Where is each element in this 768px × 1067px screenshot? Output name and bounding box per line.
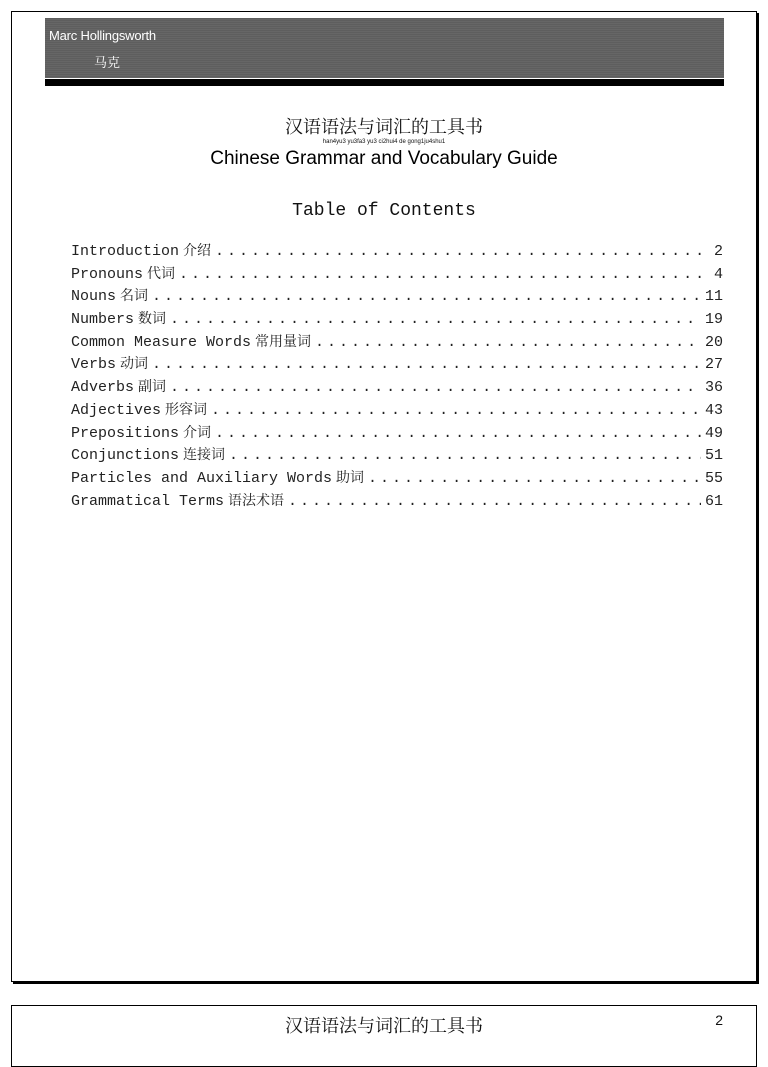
toc-entry-page: 55 — [704, 469, 723, 487]
toc-entry[interactable] — [71, 308, 723, 331]
document-title-english: Chinese Grammar and Vocabulary Guide — [210, 148, 558, 169]
toc-entry-page: 11 — [704, 288, 723, 306]
toc-entry-page: 61 — [704, 492, 723, 510]
toc-entry[interactable] — [71, 399, 723, 422]
toc-entry-page: 19 — [704, 311, 723, 329]
toc-entry-label: Nouns — [71, 288, 117, 306]
toc-leader-dots — [152, 356, 701, 373]
toc-entry-page: 43 — [704, 401, 723, 419]
toc-leader-dots — [211, 402, 701, 419]
toc-entry-label: Introduction — [71, 243, 180, 260]
toc-entry-chinese: 代词 — [147, 265, 176, 282]
toc-entry-label: Prepositions — [71, 424, 180, 442]
toc-leader-dots — [170, 311, 701, 328]
document-page — [11, 11, 757, 982]
author-chinese-name: 马克 — [94, 56, 121, 71]
toc-entry-page: 51 — [704, 447, 723, 465]
toc-leader-dots — [215, 243, 710, 260]
toc-entry-page: 36 — [704, 379, 723, 397]
toc-entry-chinese: 名词 — [120, 288, 149, 305]
toc-entry-chinese: 数词 — [138, 311, 167, 328]
toc-leader-dots — [229, 447, 701, 464]
toc-entry-chinese: 形容词 — [165, 401, 208, 418]
toc-entry-page: 2 — [713, 243, 723, 260]
toc-entry-chinese: 语法术语 — [228, 492, 285, 509]
toc-entry[interactable] — [71, 331, 723, 354]
toc-entry-page: 4 — [713, 265, 723, 283]
toc-entry[interactable] — [71, 263, 723, 286]
toc-leader-dots — [368, 470, 701, 487]
toc-entry[interactable] — [71, 353, 723, 376]
toc-entry[interactable] — [71, 467, 723, 490]
toc-entry-label: Adverbs — [71, 379, 135, 397]
toc-leader-dots — [315, 334, 701, 351]
toc-entry-label: Pronouns — [71, 265, 144, 283]
toc-entry-label: Grammatical Terms — [71, 492, 225, 510]
toc-leader-dots — [179, 266, 710, 283]
toc-entry-chinese: 助词 — [336, 469, 365, 486]
toc-entry[interactable] — [71, 444, 723, 467]
toc-entry-chinese: 介词 — [183, 424, 212, 441]
toc-entry-page: 27 — [704, 356, 723, 374]
toc-entry[interactable] — [71, 422, 723, 445]
toc-entry-page: 49 — [704, 424, 723, 442]
table-of-contents — [71, 240, 723, 512]
toc-leader-dots — [152, 288, 701, 305]
toc-heading: Table of Contents — [292, 201, 476, 221]
toc-entry-chinese: 动词 — [120, 356, 149, 373]
toc-entry-chinese: 常用量词 — [255, 333, 312, 350]
toc-entry-page: 20 — [704, 333, 723, 351]
toc-entry-label: Particles and Auxiliary Words — [71, 469, 333, 487]
page-number: 2 — [715, 1012, 723, 1028]
toc-leader-dots — [215, 425, 701, 442]
document-title-pinyin: han4yu3 yu3fa3 yu3 ci2hui4 de gong1ju4shu1 — [322, 139, 446, 145]
toc-entry-label: Verbs — [71, 356, 117, 374]
header-divider — [45, 79, 724, 86]
toc-entry-chinese: 连接词 — [183, 447, 226, 464]
toc-entry-label: Common Measure Words — [71, 333, 252, 351]
toc-entry[interactable] — [71, 285, 723, 308]
toc-entry[interactable] — [71, 240, 723, 263]
toc-entry-chinese: 副词 — [138, 379, 167, 396]
toc-entry-label: Adjectives — [71, 401, 162, 419]
toc-leader-dots — [170, 379, 701, 396]
author-name: Marc Hollingsworth — [49, 28, 156, 43]
toc-entry[interactable] — [71, 490, 723, 513]
toc-entry-label: Conjunctions — [71, 447, 180, 465]
running-header-title: 汉语语法与词汇的工具书 — [285, 1016, 483, 1037]
toc-entry-label: Numbers — [71, 311, 135, 329]
header-band — [45, 18, 724, 78]
toc-entry[interactable] — [71, 376, 723, 399]
toc-leader-dots — [288, 493, 701, 510]
next-document-page — [11, 1005, 757, 1067]
toc-entry-chinese: 介绍 — [183, 243, 212, 259]
document-title-chinese: 汉语语法与词汇的工具书 — [285, 117, 483, 138]
